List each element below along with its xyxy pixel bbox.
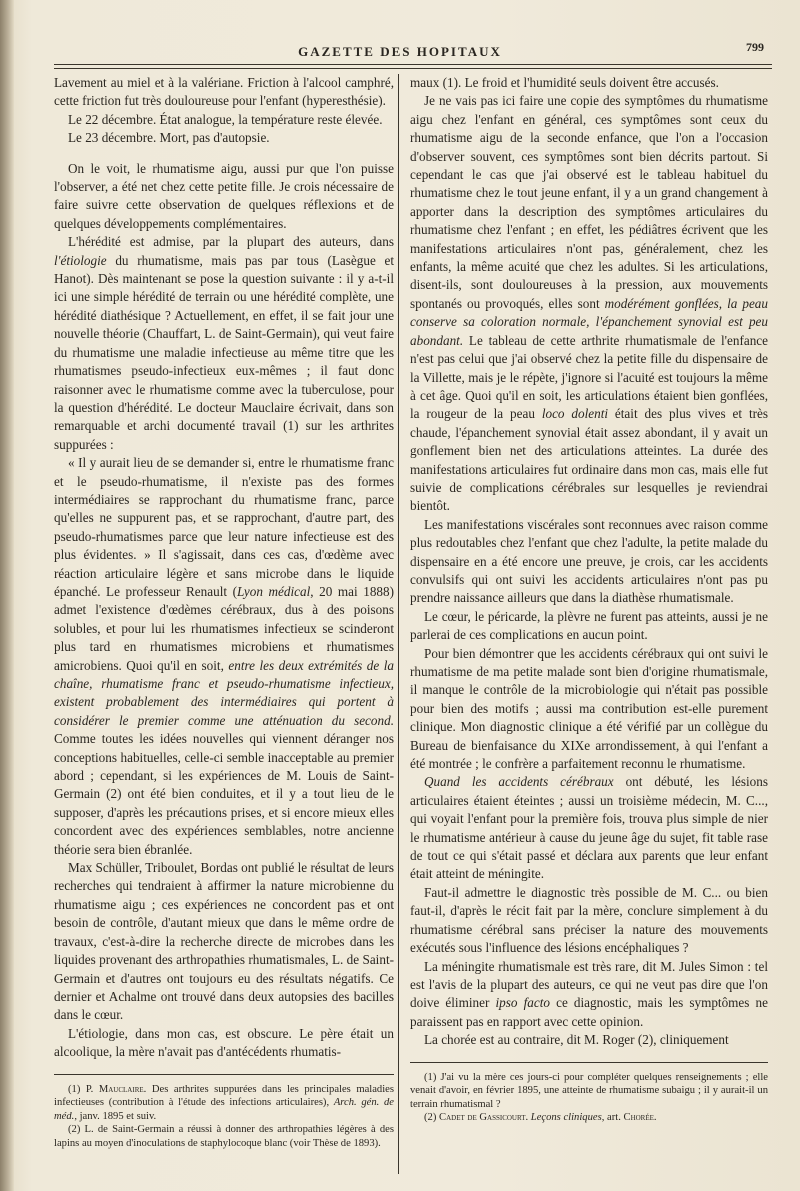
paragraph: Le 23 décembre. Mort, pas d'autopsie.	[68, 130, 270, 146]
footnote-rule	[54, 1074, 394, 1075]
footnote: (1) P. Mauclaire. Des arthrites suppurées dans les principales maladies infectieuses (contribution à l'étude des infections articulaires), Arch. gén. de méd., janv. 1895 et suiv.	[54, 1083, 394, 1122]
paragraph: Lavement au miel et à la valériane. Friction à l'alcool camphré, cette friction fut très douloureuse pour l'enfant (hyperesthésie).	[54, 75, 394, 109]
header-rule-top	[54, 64, 772, 65]
column-divider	[398, 74, 399, 1174]
paragraph: Max Schüller, Triboulet, Bordas ont publié le résultat de leurs recherches qui tendraient à affirmer la nature microbienne du rhumatisme aigu ; ces expériences ne concordent pas et ont besoin de contrôle, d'autant mieux que dans le même ordre de travaux, c'est-à-dire la recherche directe de microbes dans les liquides provenant des arthropathies rhumatismales, L. de Saint-Germain et d'autres ont toujours eu des résultats négatifs. Ce dernier et Achalme ont trouvé dans deux autopsies des bacilles dans le cœur.	[54, 860, 394, 1023]
paragraph: Le 22 décembre. État analogue, la température reste élevée.	[68, 111, 383, 127]
paragraph: On le voit, le rhumatisme aigu, aussi pur que l'on puisse l'observer, a été net chez cette petite fille. Je crois nécessaire de faire suivre cette observation de quelques réflexions et de quelques développements complémentaires.	[54, 160, 394, 231]
left-column	[54, 74, 394, 1151]
paragraph: Quand les accidents cérébraux ont débuté, les lésions articulaires étaient éteintes ; aussi un troisième médecin, M. C..., qui voyait l'enfant pour la première fois, trouva plus simple de nier le rhumatisme antérieur à cause du jeune âge du sujet, fit table rase de tout ce qui s'était passé et déclara aux parents que leur enfant était atteint de méningite.	[410, 774, 768, 882]
paragraph: Faut-il admettre le diagnostic très possible de M. C... ou bien faut-il, d'après le récit fait par la mère, conclure simplement à du rhumatisme cérébral sans préciser la nature des mouvements exécutés sous l'influence des lésions encéphaliques ?	[410, 884, 768, 956]
footnote: (1) J'ai vu la mère ces jours-ci pour compléter quelques renseignements ; elle venait d'avoir, en février 1895, une atteinte de rhumatisme subaigu ; il y aurait-il un terrain rhumatismal ?	[410, 1071, 768, 1110]
page-number: 799	[746, 40, 764, 54]
footnote: (2) L. de Saint-Germain a réussi à donner des arthropathies légères à des lapins au moyen d'inoculations de staphylocoque blanc (voir Thèse de 1893).	[54, 1124, 394, 1149]
paragraph: L'hérédité est admise, par la plupart des auteurs, dans l'étiologie du rhumatisme, mais pas par tous (Lasègue et Hanot). Dès maintenant se pose la question suivante : il y a-t-il ici une simple hérédité de terrain ou une hérédité complète, une hérédité diathésique ? Actuellement, en effet, il se fait jour une nouvelle théorie (Chauffart, L. de Saint-Germain), qui veut faire du rhumatisme une maladie infectieuse au même titre que les rhumatismes pseudo-infectieux eux-mêmes ; il faut donc raisonner avec le rhumatisme comme avec la tuberculose, pour la question d'hérédité. Le docteur Mauclaire écrivait, dans son remarquable et archi documenté travail (1) sur les arthrites suppurées :	[54, 234, 394, 452]
paragraph: L'étiologie, dans mon cas, est obscure. Le père était un alcoolique, la mère n'avait pas d'antécédents rhumatis-	[54, 1025, 394, 1060]
running-header-title: GAZETTE DES HOPITAUX	[298, 44, 502, 59]
paragraph: La méningite rhumatismale est très rare, dit M. Jules Simon : tel est l'avis de la plupart des auteurs, ce qui ne veut pas dire que l'on doive éliminer ipso facto ce diagnostic, mais les symptômes ne paraissent pas en rapport avec cette opinion.	[410, 958, 768, 1029]
header-rule-bottom	[54, 68, 772, 69]
paragraph: Je ne vais pas ici faire une copie des symptômes du rhumatisme aigu chez l'enfant en général, ces symptômes sont ceux du rhumatisme aigu de la seconde enfance, que l'on a l'occasion d'observer souvent, ces symptômes sont bien décrits partout. Si cependant le cas que j'ai observé est le tableau habituel du rhumatisme chez le tout jeune enfant, il y a un grand changement à apporter dans la description des symptômes articulaires du rhumatisme chez l'enfant ; en effet, les pédiâtres écrivent que les manifestations articulaires n'ont pas, généralement, chez les enfants, la même acuité que chez les adultes. Si les articulations, disent-ils, sont douloureuses à la pression, aux mouvements spontanés ou provoqués, elles sont modérément gonflées, la peau conserve sa coloration normale, l'épanchement synovial est peu abondant. Le tableau de cette arthrite rhumatismale de l'enfance n'est pas celui que j'ai observé chez la petite fille du dispensaire de la Villette, mais je le répète, j'ignore si l'acuité est toujours la même à cet âge. Quoi qu'il en soit, les articulations étaient bien gonflées, la rougeur de la peau loco dolenti était des plus vives et très chaude, l'épanchement synovial était assez abondant, il y avait un gonflement bien net des articulations atteintes. La durée des manifestations articulaires fut ordinaire dans mon cas, mais elle fut suivie de complications cérébrales sur lesquelles je reviendrai bientôt.	[410, 93, 768, 514]
footnote: (2) Cadet de Gassicourt. Leçons cliniques, art. Chorée.	[424, 1112, 657, 1124]
right-column	[410, 74, 768, 1125]
paragraph: Pour bien démontrer que les accidents cérébraux qui ont suivi le rhumatisme de ma petite malade sont bien d'origine rhumatismale, il manque le contrôle de la microbiologie qui n'était pas possible pour bien des motifs ; aussi ma contribution est-elle purement clinique. Mon diagnostic clinique a été vérifié par un collègue du Bureau de bienfaisance du XIXe arrondissement, à qui l'enfant a été montrée ; le confrère a parfaitement reconnu le rhumatisme.	[410, 645, 768, 772]
book-spine-shadow	[0, 0, 14, 1191]
paragraph: Le cœur, le péricarde, la plèvre ne furent pas atteints, aussi je ne parlerai de ces complications en aucun point.	[410, 608, 768, 643]
paragraph: Les manifestations viscérales sont reconnues avec raison comme plus redoutables chez l'enfant que chez l'adulte, la petite malade du dispensaire en a été encore une preuve, je crois, car les accidents convulsifs qui ont suivi les accidents articulaires n'ont pas pu prendre naissance ailleurs que dans la diathèse rhumatismale.	[410, 516, 768, 606]
paragraph: maux (1). Le froid et l'humidité seuls doivent être accusés.	[410, 75, 719, 90]
quoted-paragraph: « Il y aurait lieu de se demander si, entre le rhumatisme franc et le pseudo-rhumatisme, il n'existe pas des formes intermédiaires se rapprochant du rhumatisme franc, parce qu'elles ne suppurent pas, et se rapprochant, d'autre part, des pseudo-rhumatismes parce que leur nature infectieuse est des plus évidentes. » Il s'agissait, dans ces cas, d'œdème avec réaction articulaire légère et sans microbe dans le liquide épanché. Le professeur Renault (Lyon médical, 20 mai 1888) admet l'existence d'œdèmes cérébraux, dus à des poisons solubles, et pour lui les rhumatismes infectieux se scinderont plus tard en rhumatismes microbiens et rhumatismes amicrobiens. Quoi qu'il en soit, entre les deux extrémités de la chaîne, rhumatisme franc et pseudo-rhumatisme infectieux, existent probablement des intermédiaires qui portent à considérer le premier comme une atténuation du second. Comme toutes les idées nouvelles qui viennent déranger nos conceptions habituelles, celle-ci semble inacceptable au premier abord ; cependant, si les expériences de M. Louis de Saint-Germain (2) ont été bien conduites, et il y a tout lieu de le supposer, d'après les précautions prises, et si encore mieux elles concordent avec des expériences semblables, notre ancienne théorie sera bien ébranlée.	[54, 455, 395, 857]
footnote-rule	[410, 1062, 768, 1063]
paragraph: La chorée est au contraire, dit M. Roger (2), cliniquement	[424, 1032, 729, 1048]
